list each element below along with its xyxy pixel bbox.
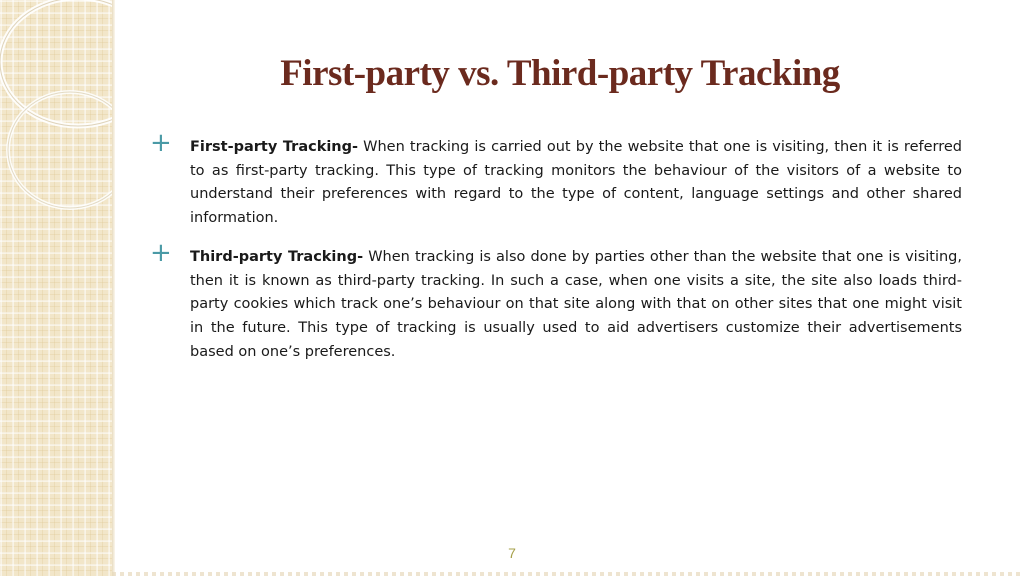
bullet-term: Third-party Tracking- (190, 248, 364, 265)
plus-bullet-icon: + (150, 128, 172, 158)
bullet-paragraph (190, 246, 962, 365)
panel-edge-divider (112, 0, 115, 576)
list-item (150, 237, 962, 365)
slide-title: First-party vs. Third-party Tracking (280, 53, 840, 94)
decorative-side-panel (0, 0, 112, 576)
decorative-rings-graphic (0, 0, 112, 220)
bullet-list (150, 128, 962, 379)
page-number: 7 (508, 545, 516, 561)
bullet-description: When tracking is carried out by the website that one is visiting, then it is referred to as first-party tracking. This type of tracking monitors the behaviour of the visitors of a website to understand their preferences with regard to the type of content, language settings and other shared information. (190, 139, 962, 227)
list-item (150, 128, 962, 231)
bullet-paragraph (190, 136, 962, 231)
decorative-bottom-strip (112, 572, 1024, 576)
plus-bullet-icon: + (150, 237, 172, 268)
bullet-description: When tracking is also done by parties other than the website that one is visiting, then it is known as third-party tracking. In such a case, when one visits a site, the site also loads third-party cookies which track one’s behaviour on that site along with that on other sites that one might visit in the future. This type of tracking is usually used to aid advertisers customize their advertisements based on one’s preferences. (190, 248, 962, 360)
bullet-term: First-party Tracking- (190, 139, 359, 155)
